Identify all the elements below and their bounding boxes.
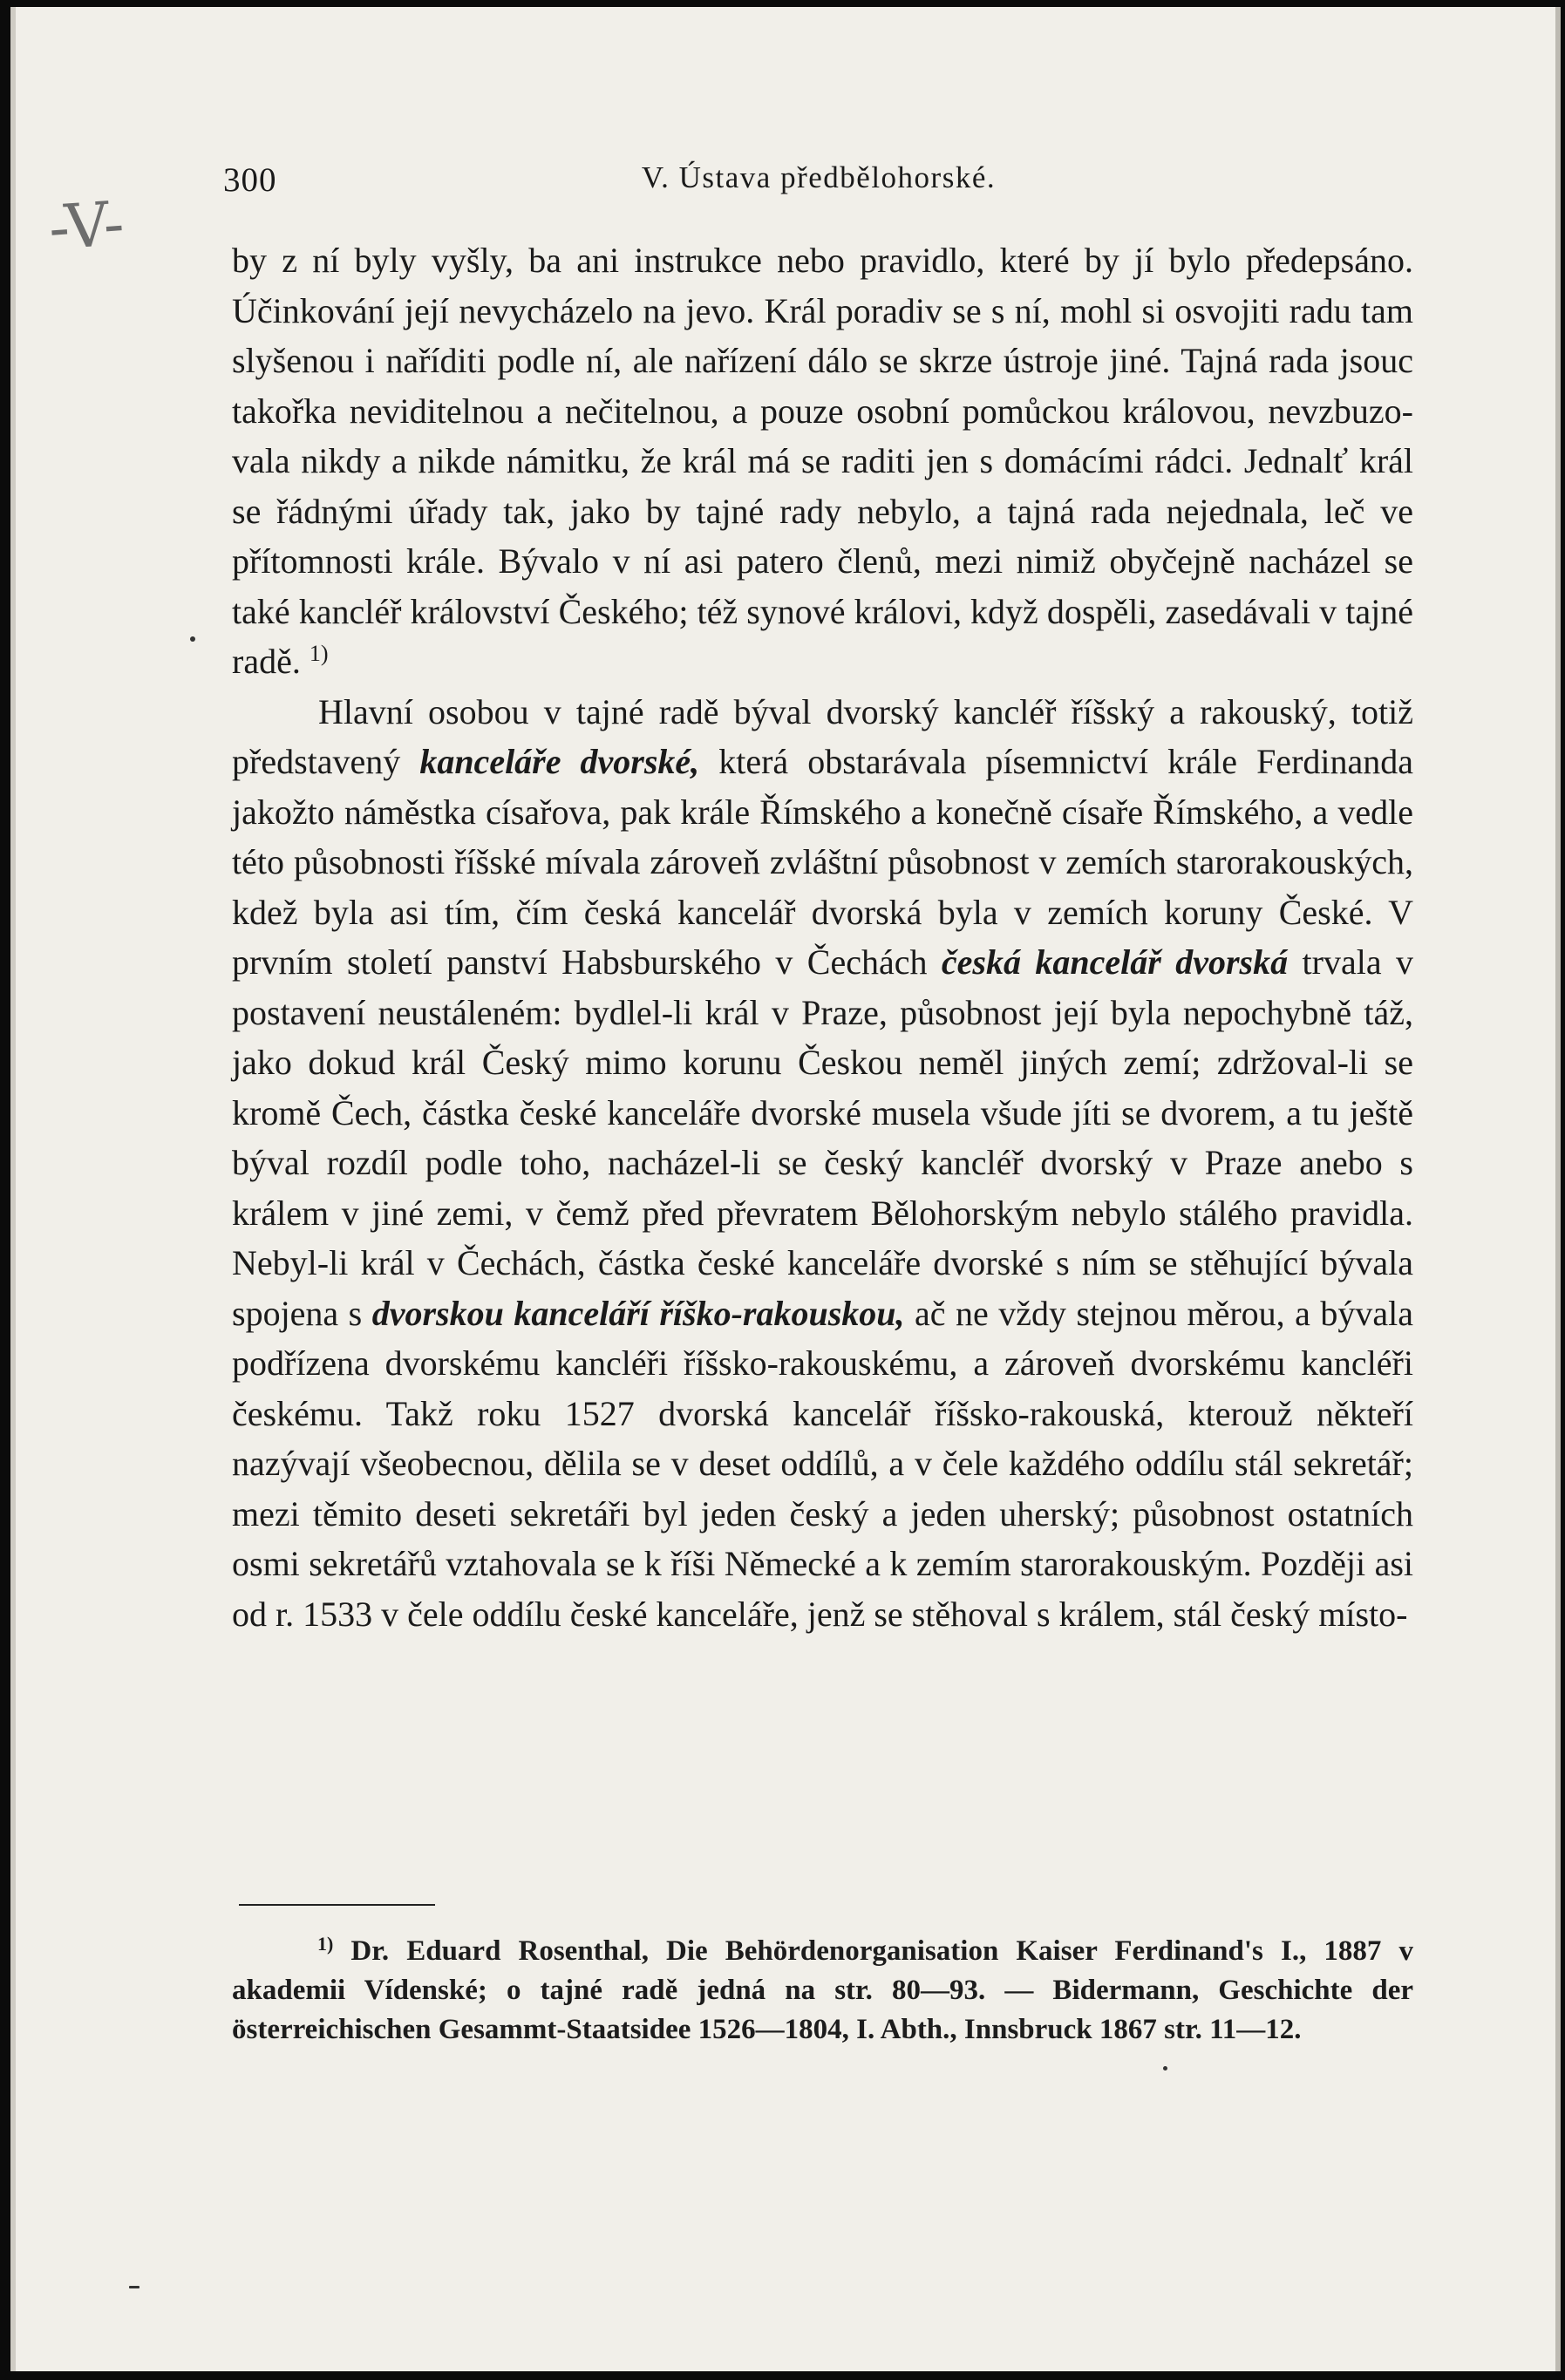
paragraph-2-text-a: Hlavní osobou v tajné radě býval dvorský kancléř říšský a rakouský, totiž představený bbox=[232, 691, 1413, 781]
body-text bbox=[232, 235, 1413, 1639]
page-header bbox=[223, 160, 1414, 213]
footnote-text: Dr. Eduard Rosenthal, Die Behördenorganisation Kaiser Ferdinand's I., 1887 v akademii Vídenské; o tajné radě jedná na str. 80—93. — Bidermann, Geschichte der österreichischen Gesammt-Staatsidee 1526—1804, I. Abth., Innsbruck 1867 str. 11—12. bbox=[232, 1935, 1414, 2045]
paper-speck bbox=[129, 2286, 139, 2288]
emphasis-ceska-kancelar-dvorska: česká kancelář dvorská bbox=[941, 942, 1289, 982]
paragraph-1-text: by z ní byly vyšly, ba ani instrukce nebo pravidlo, které by jí bylo předepsáno. Účinkování její nevycházelo na jevo. Král poradiv se s ní, mohl si osvojiti radu tam slyšenou i naříditi podle ní, ale nařízení dálo se skrze ústroje jiné. Tajná rada jsouc takořka neviditelnou a nečitelnou, a pouze osobní pomůckou královou, nevzbuzovala nikdy a nikde námitku, že král má se raditi jen s domácími rádci. Jednalť král se řádnými úřady tak, jako by tajné rady nebylo, a tajná rada nejednala, leč ve přítomnosti krále. Bývalo v ní asi patero členů, mezi nimiž obyčejně nacházel se také kancléř království Českého; též synové královi, když dospěli, zasedávali v tajné radě. bbox=[232, 241, 1413, 681]
paragraph-2-text-c: trvala v postavení neustáleném: bydlel-li král v Praze, působnost její byla nepochybně táž, jako dokud král Český mimo korunu Českou neměl jiných zemí; zdržoval-li se kromě Čech, částka české kanceláře dvorské musela všude jíti se dvorem, a tu ještě býval rozdíl podle toho, nacházel-li se český kancléř dvorský v Praze anebo s králem v jiné zemi, v čemž před převratem Bělohorským nebylo stálého pravidla. Nebyl-li král v Čechách, částka české kanceláře dvorské s ním se stěhující bývala spojena s bbox=[232, 942, 1413, 1333]
book-page bbox=[10, 7, 1561, 2371]
footnotes bbox=[232, 1932, 1413, 2050]
paper-speck bbox=[1163, 2066, 1167, 2071]
paragraph-1 bbox=[232, 235, 1413, 687]
page-edge bbox=[10, 7, 16, 2371]
footnote-divider bbox=[239, 1904, 435, 1906]
page-number: 300 bbox=[223, 161, 277, 199]
emphasis-kancelar-risko-rakouska: dvorskou kanceláří říško-rakouskou, bbox=[371, 1293, 905, 1333]
footnote-1 bbox=[232, 1932, 1413, 2050]
margin-mark: -V- bbox=[46, 187, 127, 264]
footnote-reference: 1) bbox=[309, 641, 329, 666]
paragraph-2 bbox=[232, 687, 1413, 1640]
emphasis-kancelar-dvorska: kanceláře dvorské, bbox=[419, 742, 700, 781]
footnote-marker: 1) bbox=[317, 1933, 334, 1955]
paper-speck bbox=[190, 636, 195, 642]
paragraph-2-text-d: ač ne vždy stejnou měrou, a bývala podřízena dvorskému kancléři říšsko-rakouskému, a zároveň dvorskému kancléři českému. Takž roku 1527 dvorská kancelář říšsko-rakouská, kterouž někteří nazývají všeobecnou, dělila se v deset oddílů, a v čele každého oddílu stál sekretář; mezi těmito deseti sekretáři byl jeden český a jeden uherský; působnost ostatních osmi sekretářů vztahovala se k říši Německé a k zemím starorakouským. Později asi od r. 1533 v čele oddílu české kanceláře, jenž se stěhoval s králem, stál český místo- bbox=[232, 1293, 1414, 1634]
running-title: V. Ústava předbělohorské. bbox=[641, 160, 997, 194]
paragraph-2-text-b: která obstarávala písemnictví krále Ferdinanda jakožto náměstka císařova, pak krále Římského a konečně císaře Římského, a vedle této působnosti říšské mívala zároveň zvláštní působnost v zemích starorakouských, kdež byla asi tím, čím česká kancelář dvorská byla v zemích koruny České. V prvním století panství Habsburského v Čechách bbox=[232, 742, 1414, 982]
